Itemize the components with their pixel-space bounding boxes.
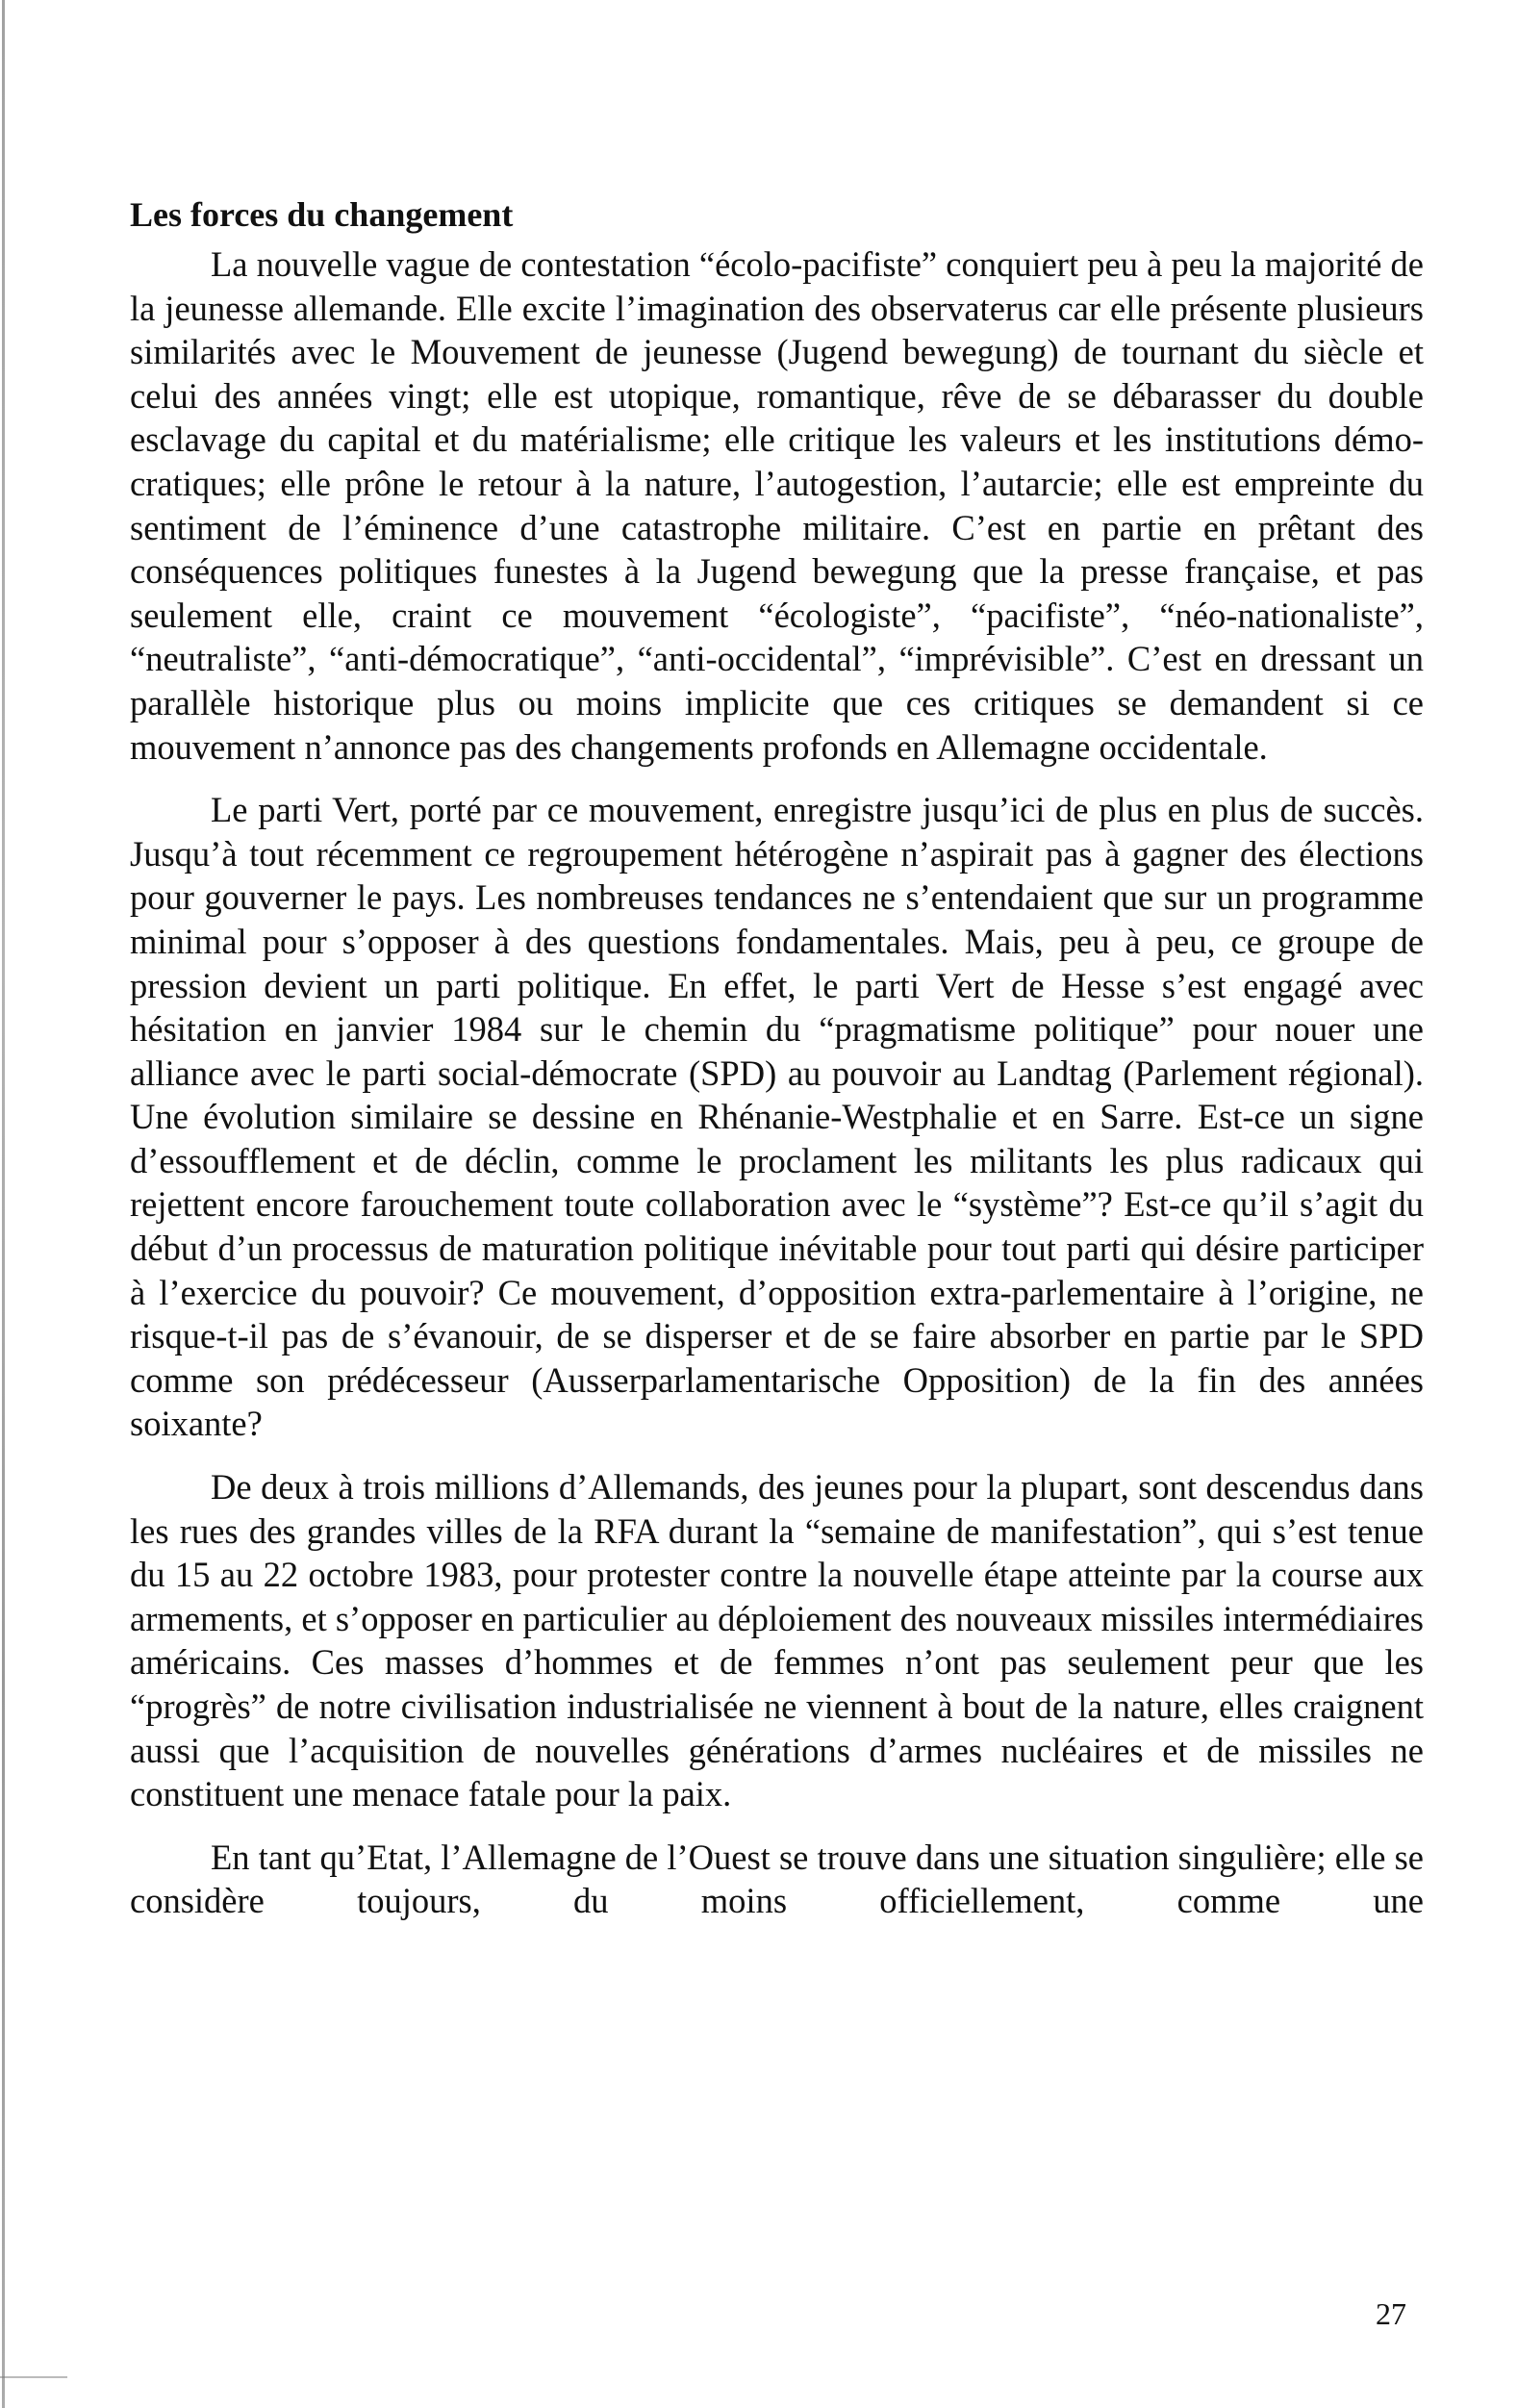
paragraph-1: La nouvelle vague de contestation “écolo-pacifiste” conquiert peu à peu la majorité de la jeunesse allemande. Elle excite l’imagination des observaterus car elle présente plusieurs similarités avec le Mouvement de jeunesse (Jugend bewegung) de tournant du siècle et celui des années vingt; elle est utopique, romantique, rêve de se débarasser du double esclavage du capital et du matérialisme; elle critique les valeurs et les institutions démocratiques; elle prône le retour à la nature, l’autogestion, l’autarcie; elle est empreinte du sentiment de l’éminence d’une catastrophe militaire. C’est en partie en prêtant des conséquences politiques funestes à la Jugend bewegung que la presse française, et pas seulement elle, craint ce mouvement “écologiste”, “pacifiste”, “néo-nationaliste”, “neutraliste”, “anti-démocratique”, “anti-occidental”, “imprévisible”. C’est en dressant un parallèle historique plus ou moins implicite que ces critiques se demandent si ce mouvement n’annonce pas des changements profonds en Allemagne occidentale. — [130, 244, 1424, 767]
paragraph-4: En tant qu’Etat, l’Allemagne de l’Ouest se trouve dans une situation singulière; elle se considère toujours, du moins officiellement, comme une — [130, 1837, 1424, 1921]
page-number: 27 — [1376, 2296, 1406, 2331]
section-heading: Les forces du changement — [130, 195, 514, 234]
paragraph-2: Le parti Vert, porté par ce mouvement, enregistre jusqu’ici de plus en plus de succès. Jusqu’à tout récemment ce regroupement hétérogène n’aspirait pas à gagner des élections pour gouverner le pays. Les nombreuses tendances ne s’entendaient que sur un programme minimal pour s’opposer à des questions fondamentales. Mais, peu à peu, ce groupe de pression devient un parti politique. En effet, le parti Vert de Hesse s’est engagé avec hésitation en janvier 1984 sur le chemin du “pragmatisme politique” pour nouer une alliance avec le parti social-démocrate (SPD) au pouvoir au Landtag (Parlement régional). Une évolution similaire se dessine en Rhénanie-Westphalie et en Sarre. Est-ce un signe d’essoufflement et de déclin, comme le proclament les militants les plus radicaux qui rejettent encore farouchement toute collaboration avec le “système”? Est-ce qu’il s’agit du début d’un processus de maturation politique inévitable pour tout parti qui désire participer à l’exercice du pouvoir? Ce mouvement, d’opposition extra-parlementaire à l’origine, ne risque-t-il pas de s’évanouir, de se disperser et de se faire absorber en partie par le SPD comme son prédécesseur (Ausserparlamentarische Opposition) de la fin des années soixante? — [130, 790, 1424, 1444]
paragraph-3: De deux à trois millions d’Allemands, des jeunes pour la plupart, sont descendus dans les rues des grandes villes de la RFA durant la “semaine de manifestation”, qui s’est tenue du 15 au 22 octobre 1983, pour protester contre la nouvelle étape atteinte par la course aux armements, et s’opposer en particulier au déploiement des nouveaux missiles intermédiaires américains. Ces masses d’hommes et de femmes n’ont pas seulement peur que les “progrès” de notre civilisation industrialisée ne viennent à bout de la nature, elles craignent aussi que l’acquisition de nouvelles générations d’armes nucléaires et de missiles ne constituent une menace fatale pour la paix. — [130, 1467, 1425, 1814]
page-body — [130, 192, 1424, 1942]
scan-left-edge — [2, 0, 5, 2408]
scan-bottom-mark — [0, 2376, 67, 2378]
